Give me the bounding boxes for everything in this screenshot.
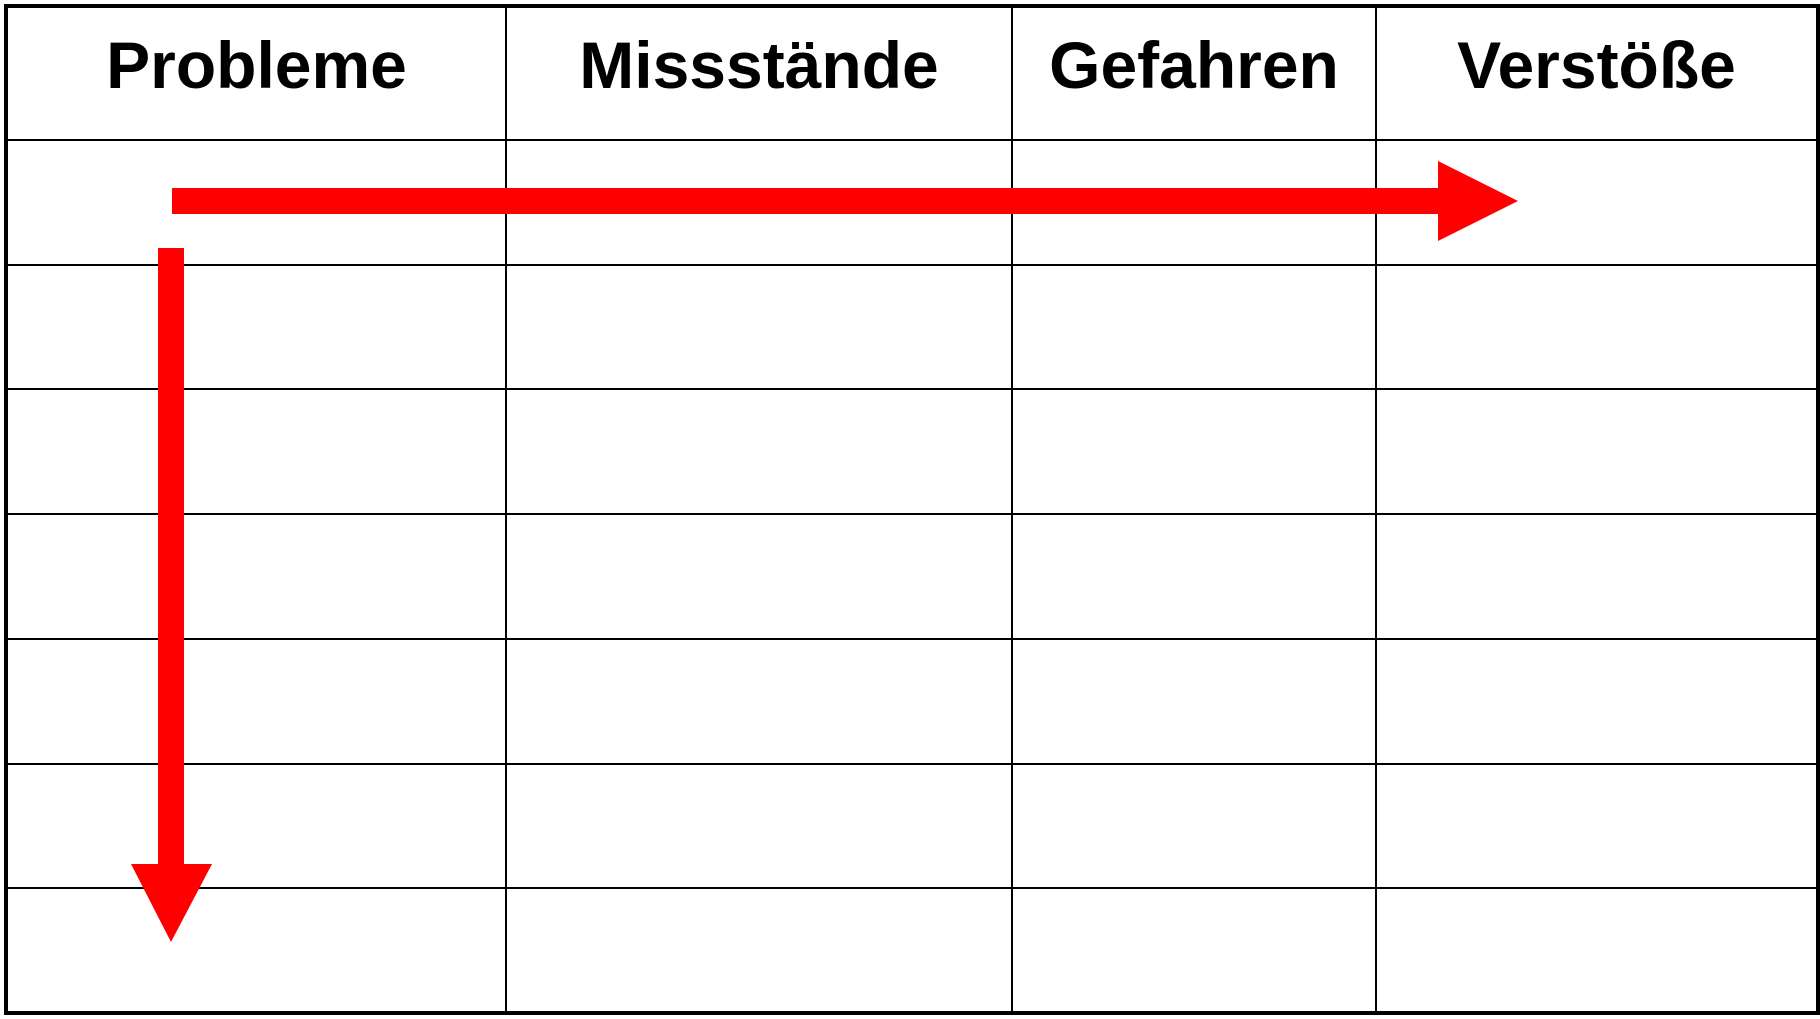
table-cell [506,514,1012,639]
table-cell [1376,764,1818,889]
table-cell [6,140,506,265]
table-row [6,389,1818,514]
table-row [6,514,1818,639]
table-cell [6,764,506,889]
table-cell [1012,514,1376,639]
table-cell [6,639,506,764]
table-cell [1376,140,1818,265]
header-missstaende: Missstände [506,6,1012,140]
table-cell [506,764,1012,889]
table-cell [1376,514,1818,639]
header-verstoesse: Verstöße [1376,6,1818,140]
table-cell [6,514,506,639]
table-cell [6,888,506,1013]
table-body [6,140,1818,1013]
table-cell [1376,265,1818,390]
table-cell [506,389,1012,514]
table-cell [506,140,1012,265]
table-row [6,265,1818,390]
table-row [6,140,1818,265]
table-cell [1012,764,1376,889]
header-probleme: Probleme [6,6,506,140]
header-row [6,6,1818,140]
table-cell [6,265,506,390]
table-cell [1012,888,1376,1013]
table-cell [1012,140,1376,265]
table-cell [1012,639,1376,764]
table-cell [506,639,1012,764]
table-cell [6,389,506,514]
table-row [6,888,1818,1013]
table-row [6,639,1818,764]
table-row [6,764,1818,889]
table-cell [506,265,1012,390]
table-cell [1376,639,1818,764]
table-cell [1376,389,1818,514]
grid-table [4,4,1820,1015]
table-cell [1376,888,1818,1013]
header-gefahren: Gefahren [1012,6,1376,140]
table-cell [1012,389,1376,514]
table-cell [506,888,1012,1013]
table-cell [1012,265,1376,390]
